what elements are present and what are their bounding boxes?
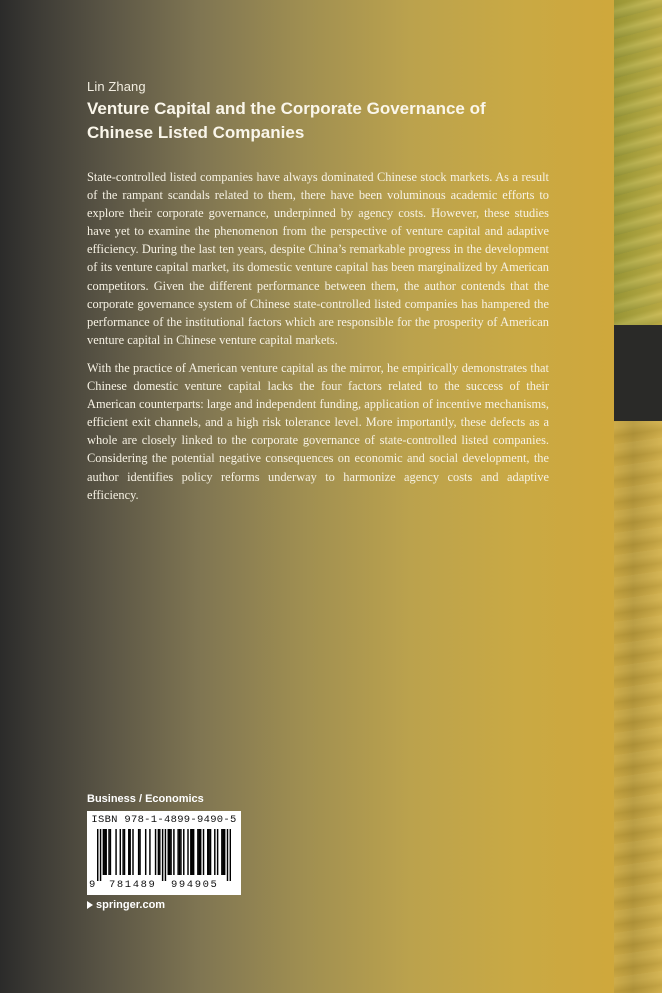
barcode-bar xyxy=(170,829,171,875)
barcode-bar xyxy=(122,829,123,875)
barcode-bar xyxy=(227,829,228,881)
ean-right-digits: 994905 xyxy=(171,879,219,891)
book-title: Venture Capital and the Corporate Governance of Chinese Listed Companies xyxy=(87,99,486,142)
barcode-bar xyxy=(207,829,208,875)
spine-edge-top-texture xyxy=(614,0,662,325)
subject-category: Business / Economics xyxy=(87,793,204,805)
barcode-bar xyxy=(217,829,218,875)
barcode-bar xyxy=(129,829,130,875)
barcode-bar xyxy=(103,829,104,875)
barcode-bar xyxy=(120,829,121,875)
barcode-bar xyxy=(100,829,101,881)
author-name: Lin Zhang xyxy=(87,79,146,94)
barcode-bar xyxy=(230,829,231,881)
barcode-bar xyxy=(224,829,225,875)
arrow-right-icon xyxy=(87,901,93,909)
barcode-bar xyxy=(177,829,178,875)
barcode-bar xyxy=(180,829,181,875)
barcode-bar xyxy=(115,829,116,875)
description-paragraph-1: State-controlled listed companies have always dominated Chinese stock markets. As a result of the rampant scandals related to them, there have been voluminous academic efforts to explore their corporate governance, underpinned by agency costs. However, these studies have yet to examine the phenomenon from the perspective of venture capital and adaptive efficiency. During the last ten years, despite China’s remarkable progress in the development of its venture capital market, its domestic venture capital has been marginalized by American competitors. Given the different performance between them, the author contends that the corporate governance system of Chinese state-controlled listed companies has hampered the performance of the institutional factors which are responsible for the prosperity of American venture capital in Chinese venture capital markets. xyxy=(87,170,549,347)
barcode-bar xyxy=(145,829,146,875)
barcode-bar xyxy=(192,829,193,875)
publisher-website-text: springer.com xyxy=(96,899,166,911)
barcode-bar xyxy=(200,829,201,875)
barcode-bar xyxy=(208,829,209,875)
barcode-bar xyxy=(97,829,98,881)
barcode-bar xyxy=(155,829,156,875)
barcode-bar xyxy=(199,829,200,875)
barcode-bar xyxy=(193,829,194,875)
book-description xyxy=(87,168,549,514)
isbn-barcode-label xyxy=(87,811,241,895)
barcode-bar xyxy=(128,829,129,875)
barcode-bar xyxy=(162,829,163,881)
barcode-bar xyxy=(187,829,188,875)
barcode-bar xyxy=(149,829,150,875)
barcode-bar xyxy=(168,829,169,875)
spine-dark-band xyxy=(614,325,662,421)
barcode-bar xyxy=(214,829,215,875)
isbn-number: ISBN 978-1-4899-9490-5 xyxy=(91,814,237,826)
barcode-bar xyxy=(105,829,106,875)
barcode-bar xyxy=(173,829,174,875)
barcode-bar xyxy=(158,829,159,875)
barcode-bar xyxy=(104,829,105,875)
barcode-bar xyxy=(179,829,180,875)
ean-first-digit: 9 xyxy=(89,879,96,891)
barcode-bar xyxy=(210,829,211,875)
barcode-bar xyxy=(203,829,204,875)
ean-left-digits: 781489 xyxy=(109,879,157,891)
barcode-image xyxy=(97,829,231,881)
barcode-bar xyxy=(169,829,170,875)
barcode-bar xyxy=(139,829,140,875)
description-paragraph-2: With the practice of American venture capital as the mirror, he empirically demonstrates that Chinese domestic venture capital lacks the four factors related to the success of their American counterparts: large and independent funding, application of incentive mechanisms, efficient exit channels, and a high risk tolerance level. More importantly, these defects as a whole are closely linked to the corporate governance of state-controlled listed companies. Considering the potential negative consequences on economic and social development, the author identifies policy reforms underway to harmonize agency costs and adaptive efficiency. xyxy=(87,360,549,502)
barcode-bar xyxy=(221,829,222,875)
barcode-bar xyxy=(223,829,224,875)
barcode-bar xyxy=(124,829,125,875)
barcode-bar xyxy=(183,829,184,875)
publisher-website-link[interactable] xyxy=(87,899,165,911)
barcode-bar xyxy=(190,829,191,875)
barcode-bar xyxy=(138,829,139,875)
barcode-bar xyxy=(159,829,160,875)
barcode-bar xyxy=(110,829,111,875)
barcode-bar xyxy=(108,829,109,875)
barcode-bar xyxy=(132,829,133,875)
barcode-bar xyxy=(165,829,166,881)
barcode-bar xyxy=(197,829,198,875)
